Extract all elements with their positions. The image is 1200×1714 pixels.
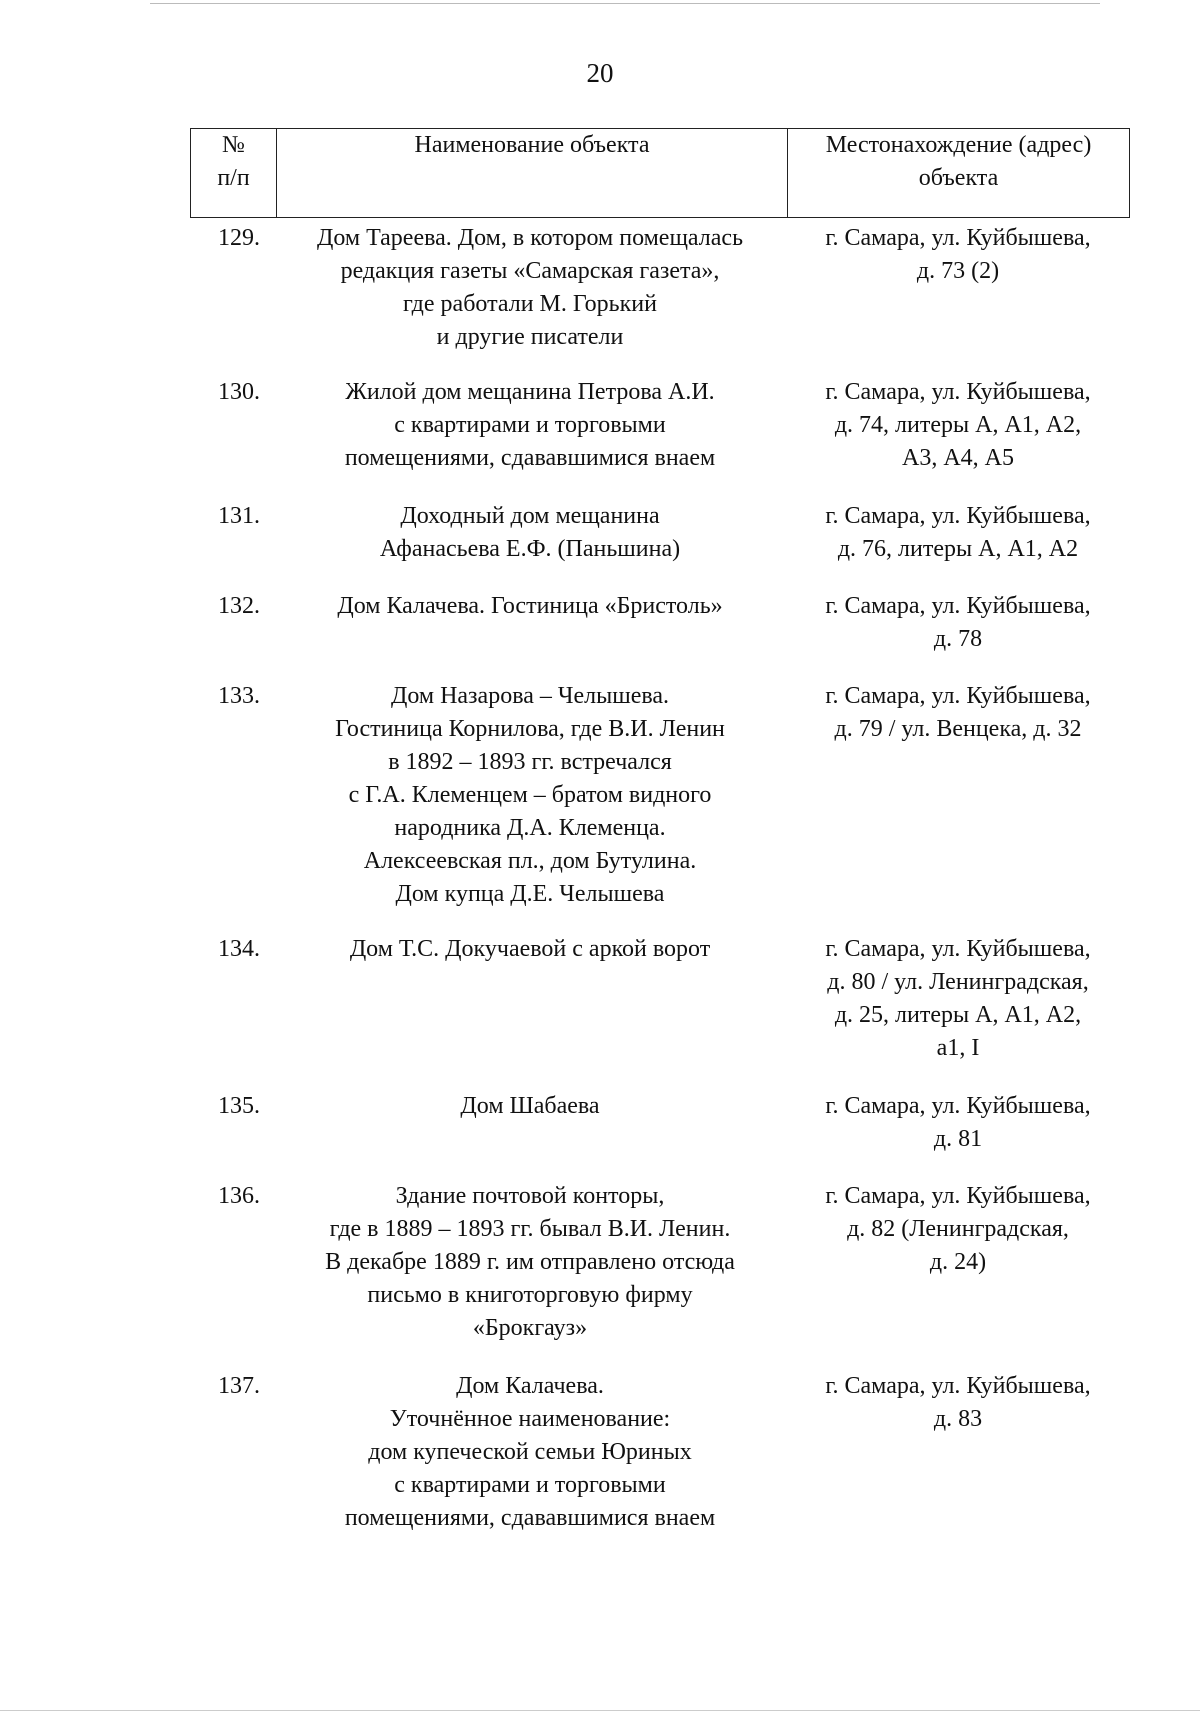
name-line: Дом Назарова – Челышева. bbox=[390, 683, 670, 709]
address-line: д. 24) bbox=[929, 1249, 987, 1275]
name-line: помещениями, сдававшимися внаем bbox=[344, 1505, 716, 1531]
name-line: Уточнённое наименование: bbox=[389, 1406, 671, 1432]
address-line: д. 81 bbox=[933, 1126, 983, 1152]
header-num-line: п/п bbox=[217, 165, 250, 191]
object-address bbox=[785, 376, 1131, 475]
address-line: г. Самара, ул. Куйбышева, bbox=[825, 503, 1091, 529]
object-address bbox=[785, 680, 1131, 746]
row-number: 135. bbox=[218, 1093, 260, 1119]
object-address bbox=[785, 1180, 1131, 1279]
address-line: А3, А4, А5 bbox=[902, 445, 1014, 471]
name-line: помещениями, сдававшимися внаем bbox=[344, 445, 716, 471]
address-line: д. 73 (2) bbox=[916, 258, 1000, 284]
name-line: Афанасьева Е.Ф. (Паньшина) bbox=[379, 536, 681, 562]
header-num-line: № bbox=[222, 132, 245, 158]
header-location-cell bbox=[788, 129, 1130, 218]
name-line: Дом Т.С. Докучаевой с аркой ворот bbox=[349, 936, 711, 962]
name-line: где в 1889 – 1893 гг. бывал В.И. Ленин. bbox=[329, 1216, 731, 1242]
object-name bbox=[275, 1180, 785, 1345]
address-line: д. 76, литеры А, А1, А2 bbox=[837, 536, 1079, 562]
bottom-rule bbox=[0, 1710, 1200, 1711]
name-line: народника Д.А. Клеменца. bbox=[394, 815, 666, 841]
address-line: д. 82 (Ленинградская, bbox=[847, 1216, 1069, 1242]
object-name bbox=[275, 1370, 785, 1535]
name-line: и другие писатели bbox=[436, 324, 624, 350]
top-rule bbox=[150, 3, 1100, 4]
object-name bbox=[275, 222, 785, 354]
page-number: 20 bbox=[586, 58, 614, 88]
address-line: г. Самара, ул. Куйбышева, bbox=[825, 379, 1091, 405]
object-name bbox=[275, 680, 785, 911]
name-line: с квартирами и торговыми bbox=[394, 1472, 666, 1498]
header-location-line: объекта bbox=[918, 165, 999, 191]
address-line: г. Самара, ул. Куйбышева, bbox=[825, 1093, 1091, 1119]
row-number: 129. bbox=[218, 225, 260, 251]
name-line: В декабре 1889 г. им отправлено отсюда bbox=[325, 1249, 735, 1275]
row-number: 133. bbox=[218, 683, 260, 709]
object-address bbox=[785, 1090, 1131, 1156]
address-line: г. Самара, ул. Куйбышева, bbox=[825, 1183, 1091, 1209]
row-number: 134. bbox=[218, 936, 260, 962]
address-line: д. 25, литеры А, А1, А2, bbox=[834, 1002, 1082, 1028]
address-line: а1, I bbox=[936, 1035, 980, 1061]
object-name bbox=[275, 1090, 785, 1123]
name-line: редакция газеты «Самарская газета», bbox=[340, 258, 720, 284]
name-line: Дом Калачева. bbox=[456, 1373, 604, 1399]
object-name bbox=[275, 933, 785, 966]
name-line: «Брокгауз» bbox=[472, 1315, 588, 1341]
row-number: 136. bbox=[218, 1183, 260, 1209]
row-number: 130. bbox=[218, 379, 260, 405]
header-name-line: Наименование объекта bbox=[414, 132, 650, 158]
object-name bbox=[275, 500, 785, 566]
address-line: г. Самара, ул. Куйбышева, bbox=[825, 1373, 1091, 1399]
name-line: Жилой дом мещанина Петрова А.И. bbox=[345, 379, 715, 405]
table-header bbox=[190, 128, 1130, 218]
name-line: Гостиница Корнилова, где В.И. Ленин bbox=[335, 716, 725, 742]
address-line: д. 78 bbox=[933, 626, 983, 652]
object-address bbox=[785, 590, 1131, 656]
name-line: Алексеевская пл., дом Бутулина. bbox=[363, 848, 697, 874]
header-location-line: Местонахождение (адрес) bbox=[825, 132, 1092, 158]
name-line: Дом Шабаева bbox=[460, 1093, 600, 1119]
address-line: д. 79 / ул. Венцека, д. 32 bbox=[834, 716, 1082, 742]
object-address bbox=[785, 222, 1131, 288]
row-number: 137. bbox=[218, 1373, 260, 1399]
object-address bbox=[785, 933, 1131, 1065]
row-number: 131. bbox=[218, 503, 260, 529]
row-number: 132. bbox=[218, 593, 260, 619]
name-line: Дом Калачева. Гостиница «Бристоль» bbox=[337, 593, 723, 619]
name-line: Дом купца Д.Е. Челышева bbox=[395, 881, 665, 907]
address-line: г. Самара, ул. Куйбышева, bbox=[825, 225, 1091, 251]
name-line: в 1892 – 1893 гг. встречался bbox=[388, 749, 672, 775]
name-line: Дом Тареева. Дом, в котором помещалась bbox=[316, 225, 744, 251]
address-line: г. Самара, ул. Куйбышева, bbox=[825, 683, 1091, 709]
name-line: где работали М. Горький bbox=[403, 291, 657, 317]
header-name-cell bbox=[277, 129, 788, 218]
header-num-cell bbox=[191, 129, 277, 218]
object-address bbox=[785, 500, 1131, 566]
name-line: с квартирами и торговыми bbox=[394, 412, 666, 438]
name-line: Здание почтовой конторы, bbox=[395, 1183, 665, 1209]
object-name bbox=[275, 590, 785, 623]
name-line: Доходный дом мещанина bbox=[400, 503, 660, 529]
address-line: д. 83 bbox=[933, 1406, 983, 1432]
object-name bbox=[275, 376, 785, 475]
address-line: д. 74, литеры А, А1, А2, bbox=[834, 412, 1082, 438]
address-line: д. 80 / ул. Ленинградская, bbox=[827, 969, 1089, 995]
name-line: дом купеческой семьи Юриных bbox=[368, 1439, 692, 1465]
name-line: с Г.А. Клеменцем – братом видного bbox=[348, 782, 712, 808]
name-line: письмо в книготорговую фирму bbox=[367, 1282, 693, 1308]
object-address bbox=[785, 1370, 1131, 1436]
address-line: г. Самара, ул. Куйбышева, bbox=[825, 593, 1091, 619]
address-line: г. Самара, ул. Куйбышева, bbox=[825, 936, 1091, 962]
